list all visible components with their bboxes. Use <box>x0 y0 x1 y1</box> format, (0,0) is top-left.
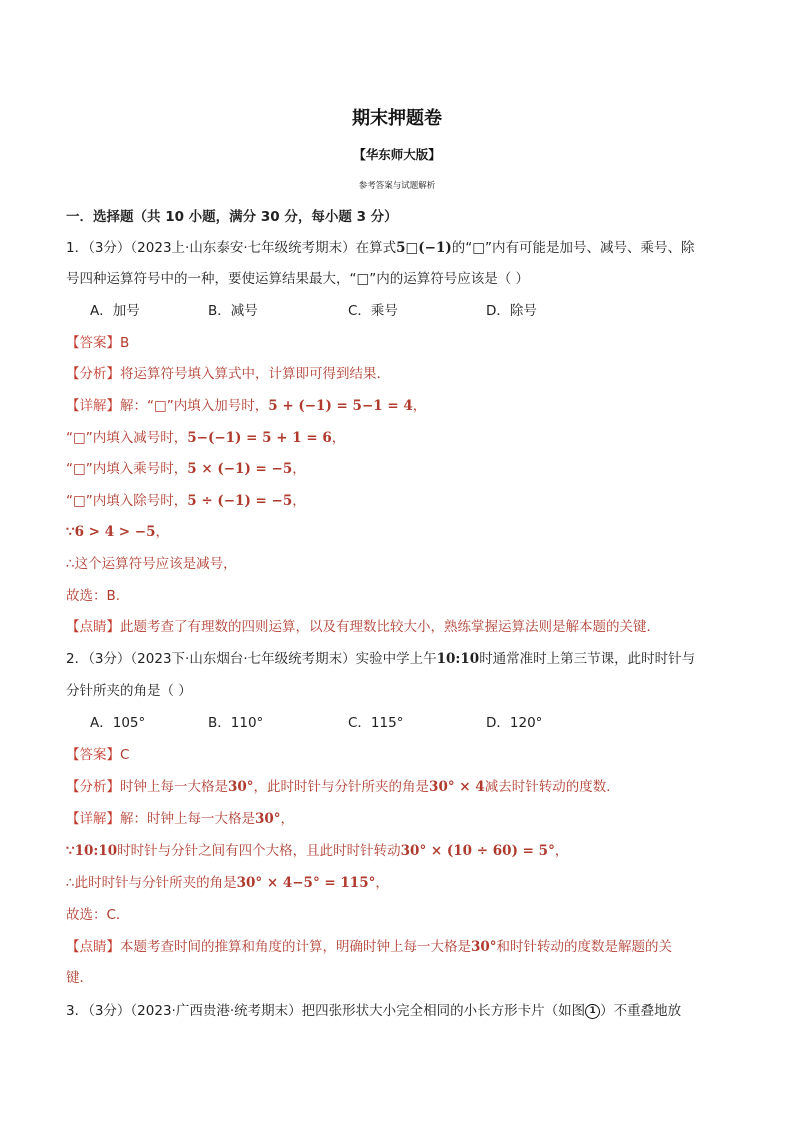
q1-detail5-math: ∵6 > 4 > −5 <box>66 524 156 540</box>
q2-analysis-a: 时钟上每一大格是 <box>120 779 228 795</box>
q1-detail2-text: “□”内填入减号时， <box>66 430 188 446</box>
q2-answer-value: C <box>120 747 130 763</box>
q1-detail-line2 <box>66 428 730 448</box>
q1-detail-line4 <box>66 491 730 511</box>
q1-detail2-math: 5−(−1) = 5 + 1 = 6 <box>187 430 332 446</box>
q2-comment-line1 <box>66 937 730 957</box>
q2-option-c: C．115° <box>348 715 404 731</box>
q2-analysis-c: 减去时针转动的度数． <box>484 779 620 795</box>
section-heading: 一．选择题（共 10 小题，满分 30 分，每小题 3 分） <box>66 209 398 225</box>
q2-detail3-b: ， <box>375 875 389 891</box>
q1-detail3-end: ， <box>292 461 306 477</box>
q1-detail3-text: “□”内填入乘号时， <box>66 461 188 477</box>
q1-detail-line1 <box>66 396 730 416</box>
q2-analysis-b: ，此时时针与分针所夹的角是 <box>253 779 430 795</box>
q2-analysis-math2: 30° × 4 <box>429 779 485 795</box>
q1-analysis <box>66 364 730 384</box>
answer-tag: 【答案】 <box>66 335 120 351</box>
q1-detail4-text: “□”内填入除号时， <box>66 493 188 509</box>
q2-stem-prefix: 2．（3分）（2023下·山东烟台·七年级统考期末）实验中学上午 <box>66 651 437 667</box>
q2-detail2-math2: 30° × (10 ÷ 60) = 5° <box>400 843 555 859</box>
q2-detail2-math1: ∵10:10 <box>66 843 118 859</box>
q1-option-a: A．加号 <box>90 303 140 319</box>
q3-stem-prefix: 3．（3分）（2023·广西贵港·统考期末）把四张形状大小完全相同的小长方形卡片（如图 <box>66 1003 586 1019</box>
comment-tag: 【点睛】 <box>66 939 120 955</box>
document-title: 期末押题卷 <box>352 108 442 129</box>
q1-detail2-end: ， <box>331 430 346 446</box>
comment-tag: 【点睛】 <box>66 619 120 635</box>
q2-detail-line2 <box>66 841 730 861</box>
q2-comment-math: 30° <box>471 939 497 955</box>
q1-detail4-math: 5 ÷ (−1) = −5 <box>187 493 293 509</box>
q1-stem-suffix: 的“□”内有可能是加号、减号、乘号、除 <box>451 240 695 256</box>
q2-detail2-a: 时时针与分针之间有四个大格，且此时时针转动 <box>117 843 401 859</box>
circled-number-1: 1 <box>585 1004 600 1019</box>
q2-comment-b: 和时针转动的度数是解题的关 <box>496 939 673 955</box>
q2-comment-line2: 键． <box>66 970 93 986</box>
q2-detail-line3 <box>66 873 730 893</box>
analysis-tag: 【分析】 <box>66 779 120 795</box>
q2-analysis <box>66 777 730 797</box>
q2-stem-time: 10:10 <box>436 651 480 667</box>
q1-option-d: D．除号 <box>486 303 537 319</box>
q2-detail-line1 <box>66 809 730 829</box>
document-subtitle: 参考答案与试题解析 <box>358 181 436 191</box>
q1-stem-prefix: 1．（3分）（2023上·山东泰安·七年级统考期末）在算式 <box>66 240 397 256</box>
answer-tag: 【答案】 <box>66 747 120 763</box>
q2-stem-line2: 分针所夹的角是（ ） <box>66 683 192 699</box>
q2-option-b: B．110° <box>208 715 264 731</box>
q1-stem-line2: 号四种运算符号中的一种，要使运算结果最大，“□”内的运算符号应该是（ ） <box>66 271 530 287</box>
detail-tag: 【详解】 <box>66 811 120 827</box>
q1-answer <box>66 333 730 353</box>
q1-detail3-math: 5 × (−1) = −5 <box>187 461 293 477</box>
q1-detail1-text: 解：“□”内填入加号时， <box>120 398 269 414</box>
q2-option-d: D．120° <box>486 715 543 731</box>
q2-answer <box>66 745 730 765</box>
edition-label: 【华东师大版】 <box>353 147 441 162</box>
q3-stem-suffix: ）不重叠地放 <box>600 1003 682 1019</box>
q1-comment <box>66 617 730 637</box>
q2-detail1-b: ， <box>280 811 295 827</box>
detail-tag: 【详解】 <box>66 398 120 414</box>
q2-choose: 故选：C． <box>66 907 130 923</box>
q2-stem-suffix: 时通常准时上第三节课，此时时针与 <box>479 651 696 667</box>
q1-detail-line5 <box>66 522 730 542</box>
q2-option-a: A．105° <box>90 715 146 731</box>
q2-comment-a: 本题考查时间的推算和角度的计算，明确时钟上每一大格是 <box>120 939 471 955</box>
q1-detail-line3 <box>66 459 730 479</box>
q3-stem-line1 <box>66 1001 730 1021</box>
q2-stem-line1 <box>66 649 730 669</box>
q1-answer-value: B <box>120 335 130 351</box>
q1-detail-line6: ∴这个运算符号应该是减号， <box>66 556 237 572</box>
q2-detail3-a: ∴此时时针与分针所夹的角是 <box>66 875 237 891</box>
q2-detail2-b: ， <box>554 843 569 859</box>
q1-detail1-end: ， <box>412 398 427 414</box>
q2-detail3-math: 30° × 4−5° = 115° <box>236 875 376 891</box>
q1-stem-line1 <box>66 238 730 258</box>
q1-choose: 故选：B. <box>66 588 121 604</box>
q1-detail1-math: 5 + (−1) = 5−1 = 4 <box>268 398 413 414</box>
q2-detail1-math: 30° <box>255 811 281 827</box>
q1-option-c: C．乘号 <box>348 303 398 319</box>
q1-analysis-text: 将运算符号填入算式中，计算即可得到结果． <box>120 366 390 382</box>
analysis-tag: 【分析】 <box>66 366 120 382</box>
q1-option-b: B．减号 <box>208 303 258 319</box>
q1-detail4-end: ， <box>292 493 306 509</box>
q1-detail5-end: ， <box>155 524 170 540</box>
q1-stem-math: 5□(−1) <box>396 240 452 256</box>
q1-comment-text: 此题考查了有理数的四则运算，以及有理数比较大小，熟练掌握运算法则是解本题的关键． <box>120 619 660 635</box>
q2-analysis-math1: 30° <box>228 779 254 795</box>
q2-detail1-a: 解：时钟上每一大格是 <box>120 811 255 827</box>
